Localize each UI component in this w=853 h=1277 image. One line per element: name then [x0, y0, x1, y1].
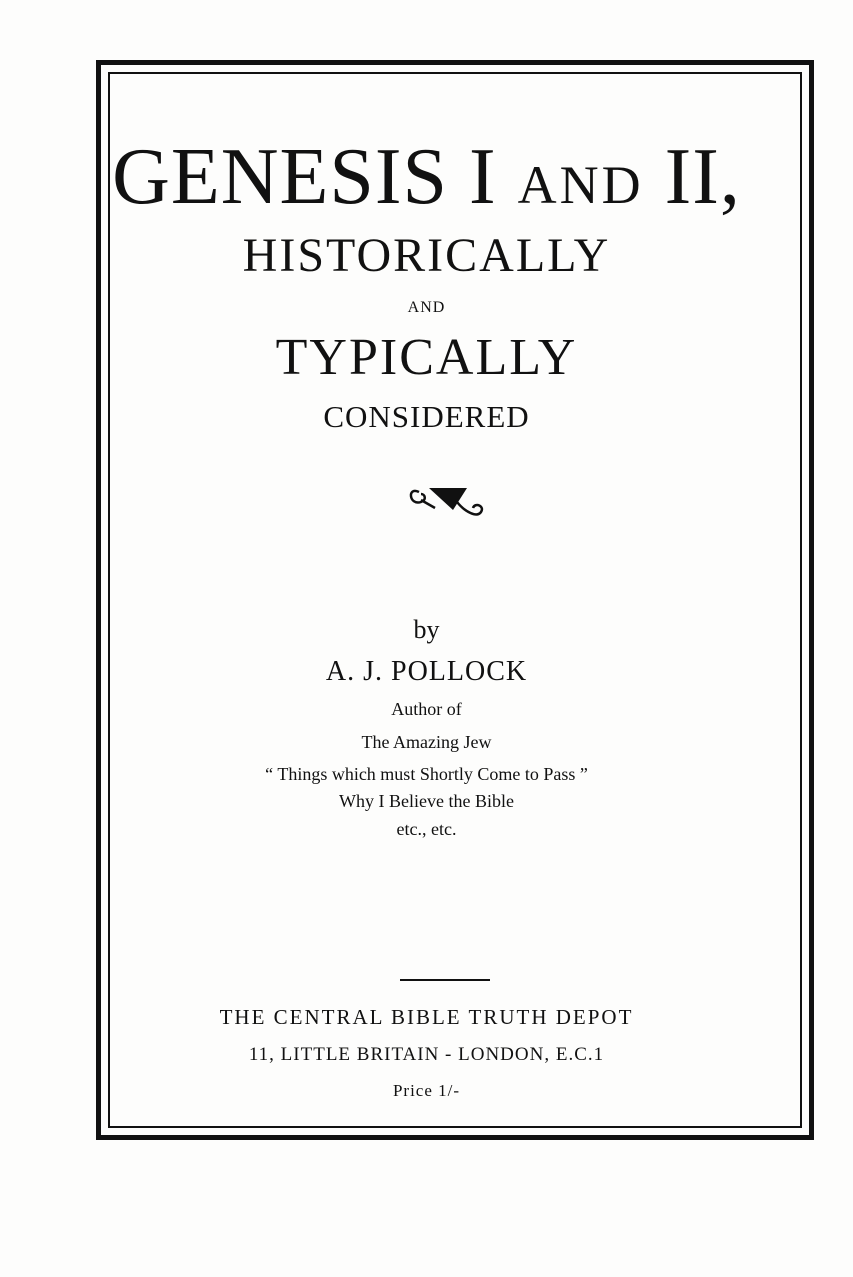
book-title-etc: etc., etc.: [396, 819, 457, 839]
book-title-item: “ Things which must Shortly Come to Pass ”: [265, 764, 588, 784]
book-title-item: The Amazing Jew: [361, 732, 492, 752]
subtitle-historically: HISTORICALLY: [242, 229, 611, 282]
byline-by: by: [413, 615, 440, 644]
subtitle-considered: CONSIDERED: [323, 399, 530, 434]
author-of-label: Author of: [391, 699, 462, 719]
publisher-address: 11, LITTLE BRITAIN - LONDON, E.C.1: [248, 1044, 605, 1065]
book-title-item: Why I Believe the Bible: [339, 791, 514, 811]
subtitle-and: AND: [407, 299, 446, 316]
main-title: [0, 132, 853, 230]
title-and-smallcaps: AND: [517, 155, 644, 215]
title-ii-text: II,: [643, 133, 741, 221]
fleuron-ornament-icon: [405, 472, 489, 522]
divider-rule: [400, 979, 490, 981]
title-genesis-text: GENESIS I: [112, 133, 518, 221]
publisher-name: THE CENTRAL BIBLE TRUTH DEPOT: [219, 1005, 634, 1029]
price-label: Price 1/-: [392, 1081, 461, 1100]
author-name: A. J. POLLOCK: [325, 656, 528, 687]
subtitle-typically: TYPICALLY: [275, 329, 578, 386]
